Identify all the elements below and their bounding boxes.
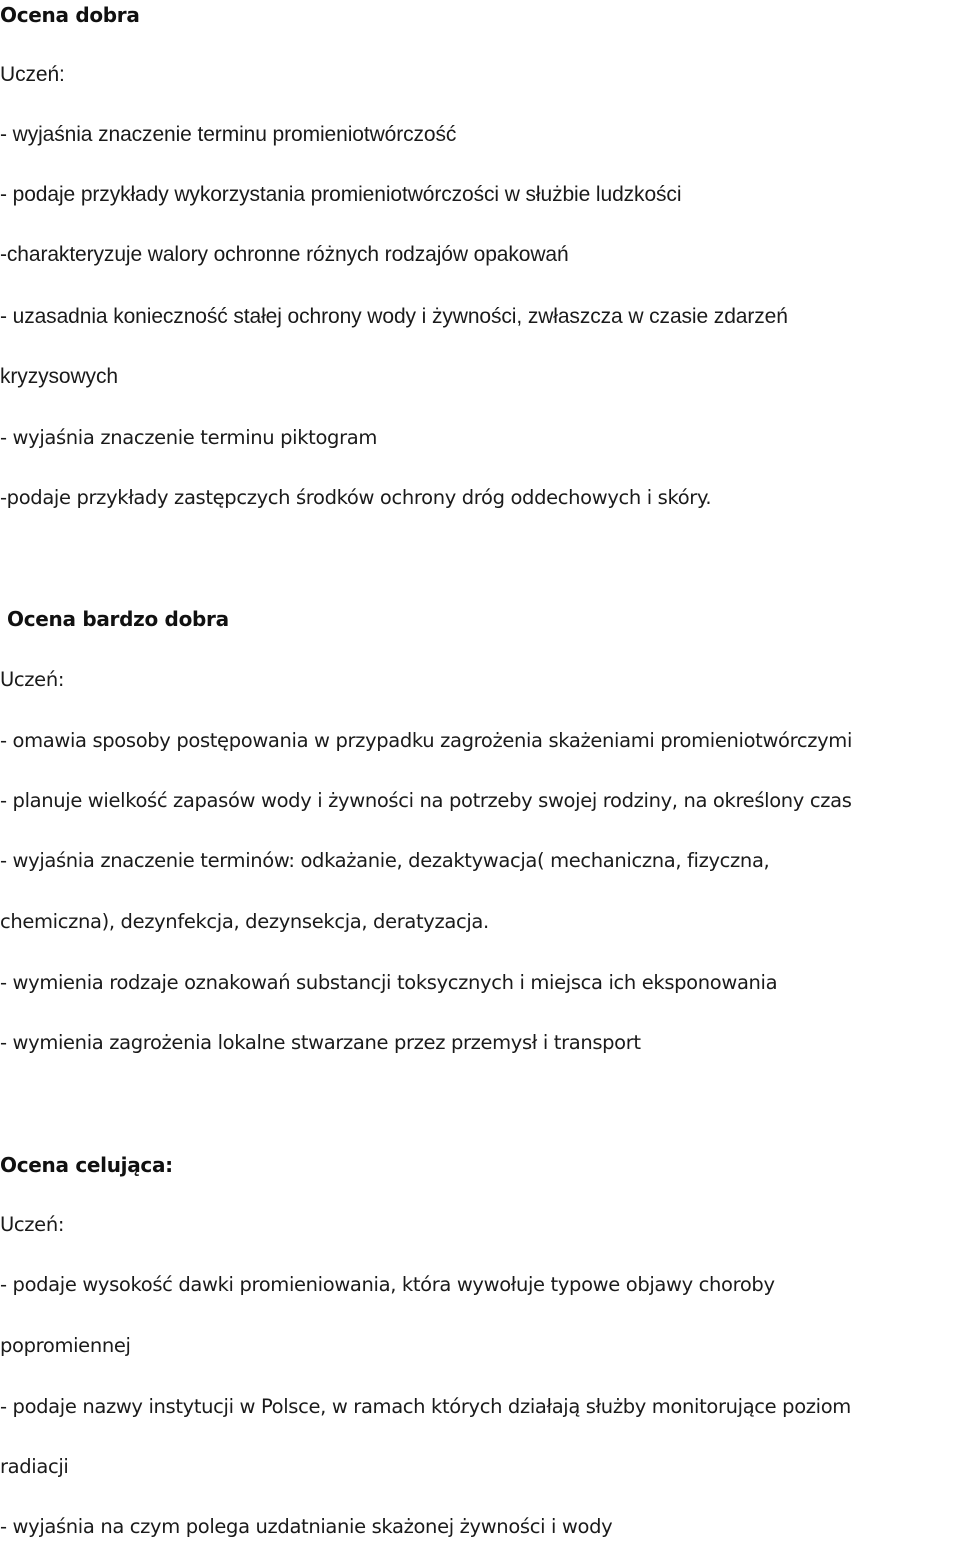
criteria-line: - wymienia zagrożenia lokalne stwarzane przez przemysł i transport	[0, 1031, 641, 1054]
criteria-line: -podaje przykłady zastępczych środków ochrony dróg oddechowych i skóry.	[0, 486, 712, 509]
section-heading: Ocena bardzo dobra	[7, 607, 229, 631]
criteria-line: - podaje przykłady wykorzystania promieniotwórczości w służbie ludzkości	[0, 183, 682, 206]
student-label: Uczeń:	[0, 63, 65, 86]
criteria-line: - uzasadnia konieczność stałej ochrony wody i żywności, zwłaszcza w czasie zdarzeń	[0, 305, 788, 328]
criteria-line: - wymienia rodzaje oznakowań substancji toksycznych i miejsca ich eksponowania	[0, 971, 778, 994]
criteria-line: - planuje wielkość zapasów wody i żywności na potrzeby swojej rodziny, na określony czas	[0, 789, 852, 812]
criteria-line: - podaje wysokość dawki promieniowania, która wywołuje typowe objawy choroby	[0, 1273, 775, 1296]
criteria-line: - omawia sposoby postępowania w przypadku zagrożenia skażeniami promieniotwórczymi	[0, 729, 853, 752]
criteria-line: - wyjaśnia na czym polega uzdatnianie skażonej żywności i wody	[0, 1515, 613, 1538]
criteria-line: popromiennej	[0, 1334, 131, 1357]
criteria-line: radiacji	[0, 1455, 69, 1478]
section-heading: Ocena dobra	[0, 3, 140, 27]
criteria-line: chemiczna), dezynfekcja, dezynsekcja, deratyzacja.	[0, 910, 489, 933]
criteria-line: - wyjaśnia znaczenie terminu promieniotwórczość	[0, 123, 457, 146]
section-heading: Ocena celująca:	[0, 1153, 173, 1177]
student-label: Uczeń:	[0, 1213, 65, 1236]
criteria-line: - podaje nazwy instytucji w Polsce, w ramach których działają służby monitorujące poziom	[0, 1395, 851, 1418]
criteria-line: - wyjaśnia znaczenie terminów: odkażanie, dezaktywacja( mechaniczna, fizyczna,	[0, 849, 770, 872]
criteria-line: -charakteryzuje walory ochronne różnych rodzajów opakowań	[0, 243, 569, 266]
student-label: Uczeń:	[0, 668, 65, 691]
criteria-line: - wyjaśnia znaczenie terminu piktogram	[0, 426, 377, 449]
criteria-line: kryzysowych	[0, 365, 118, 388]
